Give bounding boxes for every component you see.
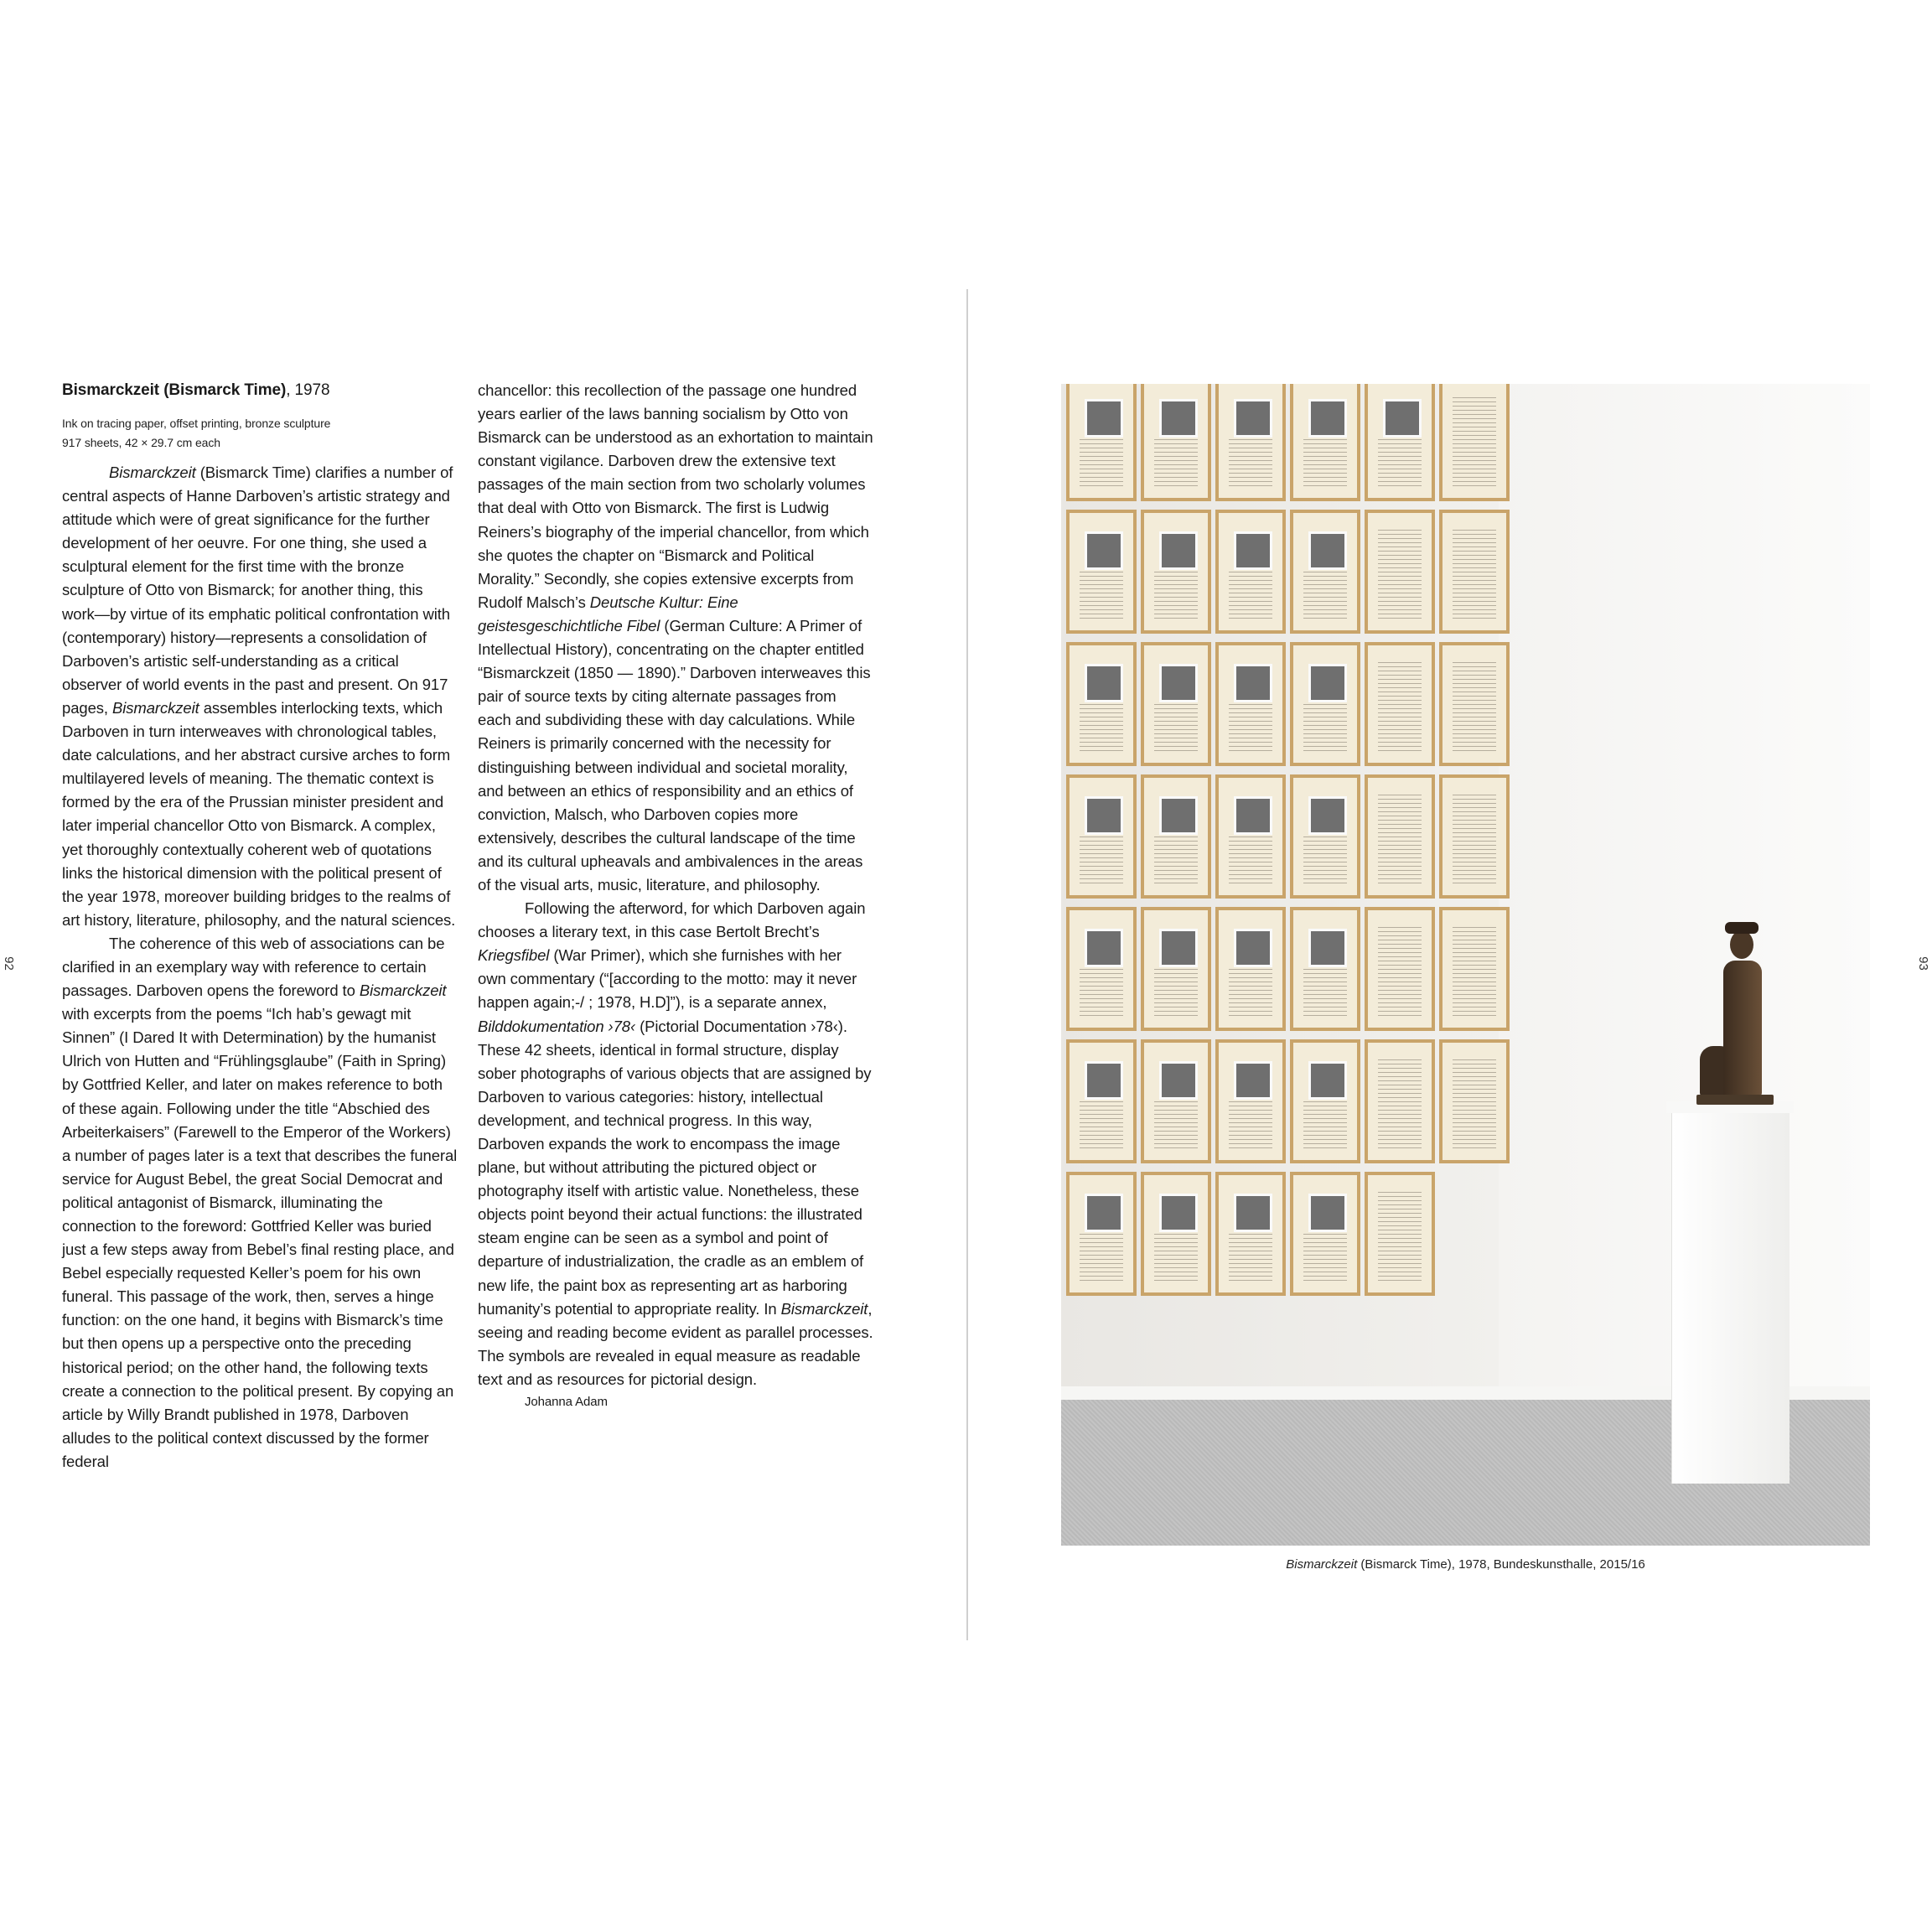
paragraph (62, 461, 458, 932)
sheet-text (1303, 1234, 1347, 1281)
author-name: Johanna Adam (525, 1395, 608, 1410)
sheet-photo (1234, 796, 1272, 835)
sheet-photo (1234, 664, 1272, 702)
sheet-photo (1308, 664, 1347, 702)
sheet-text (1378, 662, 1422, 751)
statue-base (1696, 1095, 1774, 1105)
sheet-text (1154, 837, 1198, 883)
framed-sheet (1141, 510, 1211, 634)
framed-sheet (1066, 907, 1137, 1031)
framed-sheet (1215, 642, 1286, 766)
framed-sheet (1290, 907, 1360, 1031)
framed-sheet (1365, 774, 1435, 899)
italic-title: Bismarckzeit (109, 464, 196, 481)
paragraph-text: (Pictorial Documentation ›78‹). These 42 sheets, identical in formal structure, display sober photographs of various objects that are assigned by Darboven to various categories: history, intellectual development, and technical progress. In this way, Darboven expands the work to encompass the image plane, but without attributing the pictured object or photography itself with artistic value. Nonetheless, these objects point beyond their actual functions: the illustrated steam engine can be seen as a symbol and point of departure of industrialization, the cradle as an emblem of new life, the paint box as representing art as harboring humanity’s potential to appropriate reality. In (478, 1017, 872, 1318)
framed-sheet (1290, 384, 1360, 501)
sheet-text (1080, 572, 1123, 619)
sheet-text (1080, 439, 1123, 486)
paragraph-text: (War Primer), which she furnishes with her own commentary (“[according to the motto: may it never happen again;-/ ; 1978, H.D]”), is a separate annex, (478, 946, 857, 1012)
sheet-text (1453, 662, 1496, 751)
sheet-text (1378, 439, 1422, 486)
framed-sheet (1290, 642, 1360, 766)
sheet-text (1080, 1234, 1123, 1281)
sheet-text (1378, 1059, 1422, 1148)
italic-title: Deutsche Kultur: Eine geistesgeschichtliche Fibel (478, 593, 738, 635)
sheet-photo (1308, 929, 1347, 967)
page-number-left: 92 (1, 956, 16, 971)
artwork-title-text: Bismarckzeit (Bismarck Time) (62, 381, 287, 399)
framed-sheet (1141, 774, 1211, 899)
sheet-photo (1159, 796, 1198, 835)
artwork-year: , 1978 (286, 381, 330, 399)
artwork-dimensions: 917 sheets, 42 × 29.7 cm each (62, 436, 220, 449)
sheet-photo (1159, 929, 1198, 967)
framed-sheet (1290, 510, 1360, 634)
framed-sheet (1215, 907, 1286, 1031)
framed-sheet (1141, 642, 1211, 766)
sheet-photo (1234, 929, 1272, 967)
paragraph (62, 932, 458, 1474)
framed-sheet (1215, 774, 1286, 899)
framed-sheet (1365, 510, 1435, 634)
framed-sheet (1439, 907, 1510, 1031)
text-column-right (478, 379, 873, 1413)
framed-sheet (1365, 1039, 1435, 1163)
sheet-text (1453, 927, 1496, 1016)
text-column-left (62, 379, 458, 1474)
sheet-photo (1159, 1194, 1198, 1232)
framed-sheet (1365, 1172, 1435, 1296)
sheet-text (1154, 1101, 1198, 1148)
sheet-text (1080, 704, 1123, 751)
framed-sheet (1365, 384, 1435, 501)
sheet-photo (1308, 796, 1347, 835)
framed-sheet (1066, 510, 1137, 634)
sheet-text (1080, 837, 1123, 883)
sheet-text (1303, 837, 1347, 883)
sheet-photo (1085, 399, 1123, 438)
sheet-text (1453, 397, 1496, 486)
caption-text: (Bismarck Time), 1978, Bundeskunsthalle, 2015/16 (1357, 1557, 1645, 1572)
sheet-text (1080, 969, 1123, 1016)
paragraph-text: chancellor: this recollection of the passage one hundred years earlier of the laws banning socialism by Otto von Bismarck can be understood as an exhortation to maintain constant vigilance. Darboven drew the extensive text passages of the main section from two scholarly volumes that deal with Otto von Bismarck. The first is Ludwig Reiners’s biography of the imperial chancellor, from which she quotes the chapter on “Bismarck and Political Morality.” Secondly, she copies extensive excerpts from Rudolf Malsch’s (478, 381, 873, 611)
sheet-text (1303, 1101, 1347, 1148)
sheet-text (1453, 530, 1496, 619)
italic-title: Bismarckzeit (359, 982, 447, 1000)
paragraph-text: The coherence of this web of associations can be clarified in an exemplary way with reference to certain passages. Darboven opens the foreword to (62, 934, 445, 1000)
sheet-text (1303, 439, 1347, 486)
paragraph-text: (German Culture: A Primer of Intellectual History), concentrating on the chapter entitled “Bismarckzeit (1850 — 1890).” Darboven interweaves this pair of source texts by citing alternate passages from each and subdividing these with day calculations. While Reiners is primarily concerned with the necessity for distinguishing between individual and societal morality, and between an ethics of responsibility and an ethics of conviction, Malsch, who Darboven copies more extensively, describes the cultural landscape of the time and its cultural upheavals and ambivalences in the areas of the visual arts, music, literature, and philosophy. (478, 616, 871, 893)
sheet-text (1154, 1234, 1198, 1281)
sheet-text (1378, 927, 1422, 1016)
sheet-photo (1308, 531, 1347, 570)
sheet-text (1303, 969, 1347, 1016)
framed-sheet (1066, 1039, 1137, 1163)
framed-sheet (1365, 907, 1435, 1031)
sheet-text (1229, 1234, 1272, 1281)
sheet-photo (1159, 531, 1198, 570)
sheet-photo (1085, 796, 1123, 835)
framed-sheet (1439, 384, 1510, 501)
framed-sheet (1066, 1172, 1137, 1296)
paragraph-text: with excerpts from the poems “Ich hab’s gewagt mit Sinnen” (I Dared It with Determination) by the humanist Ulrich von Hutten and “Frühlingsglaube” (Faith in Spring) by Gottfried Keller, and later on makes reference to both of these again. Following under the title “Abschied des Arbeiterkaisers” (Farewell to the Emperor of the Workers) a number of pages later is a text that describes the funeral service for August Bebel, the great Social Democrat and political antagonist of Bismarck, illuminating the connection to the foreword: Gottfried Keller was buried just a few steps away from Bebel’s final resting place, and Bebel especially requested Keller’s poem for his own funeral. This passage of the work, then, serves a hinge function: on the one hand, it begins with Bismarck’s time but then opens up a perspective onto the preceding historical period; on the other hand, the following texts create a connection to the political present. By copying an article by Willy Brandt published in 1978, Darboven alludes to the political context discussed by the former federal (62, 1005, 458, 1470)
italic-title: Bismarckzeit (112, 698, 199, 717)
sheet-photo (1234, 399, 1272, 438)
framed-sheet (1215, 384, 1286, 501)
sheet-photo (1085, 1194, 1123, 1232)
sheet-photo (1234, 1194, 1272, 1232)
sheet-text (1154, 572, 1198, 619)
caption-italic: Bismarckzeit (1286, 1557, 1358, 1572)
sheet-text (1154, 704, 1198, 751)
sheet-photo (1308, 1061, 1347, 1100)
sheet-text (1229, 1101, 1272, 1148)
sheet-photo (1308, 399, 1347, 438)
sheet-photo (1159, 664, 1198, 702)
framed-sheet (1439, 1039, 1510, 1163)
sheet-photo (1234, 531, 1272, 570)
framed-sheet (1439, 774, 1510, 899)
framed-sheet (1066, 642, 1137, 766)
sheet-text (1080, 1101, 1123, 1148)
sheet-text (1378, 530, 1422, 619)
framed-sheet (1141, 384, 1211, 501)
sheet-text (1154, 969, 1198, 1016)
statue-hat (1725, 922, 1758, 934)
sheet-text (1378, 1192, 1422, 1281)
framed-sheet (1290, 1039, 1360, 1163)
framed-sheet (1141, 907, 1211, 1031)
sheet-text (1453, 1059, 1496, 1148)
framed-sheet (1141, 1172, 1211, 1296)
artwork-medium: Ink on tracing paper, offset printing, bronze sculpture (62, 417, 331, 430)
photo-pedestal (1671, 1110, 1790, 1484)
framed-sheet (1365, 642, 1435, 766)
sheet-photo (1085, 929, 1123, 967)
paragraph-text: (Bismarck Time) clarifies a number of central aspects of Hanne Darboven’s artistic strategy and attitude which were of great significance for the further development of her oeuvre. For one thing, she used a sculptural element for the first time with the bronze sculpture of Otto von Bismarck; for another thing, this work—by virtue of its emphatic political confrontation with (contemporary) history—represents a consolidation of Darboven’s artistic self-understanding as a critical observer of world events in the past and present. On 917 pages, (62, 464, 453, 717)
framed-sheet (1215, 1039, 1286, 1163)
statue-head (1730, 930, 1753, 959)
sheet-text (1229, 969, 1272, 1016)
framed-sheet (1066, 384, 1137, 501)
framed-sheet (1215, 1172, 1286, 1296)
paragraph-text: , seeing and reading become evident as parallel processes. The symbols are revealed in equal measure as readable text and as resources for pictorial design. (478, 1299, 873, 1388)
framed-sheet (1290, 1172, 1360, 1296)
framed-sheet (1141, 1039, 1211, 1163)
artwork-details (62, 414, 458, 453)
sheet-text (1229, 439, 1272, 486)
sheet-text (1303, 572, 1347, 619)
framed-sheet (1439, 642, 1510, 766)
artwork-title (62, 379, 458, 402)
statue-body (1723, 961, 1762, 1096)
sheet-text (1303, 704, 1347, 751)
sheet-text (1229, 837, 1272, 883)
sheet-photo (1085, 664, 1123, 702)
sheet-text (1154, 439, 1198, 486)
framed-sheet (1290, 774, 1360, 899)
book-gutter (966, 289, 968, 1640)
installation-photo (1061, 384, 1870, 1546)
sheet-photo (1234, 1061, 1272, 1100)
framed-sheet (1066, 774, 1137, 899)
sheet-text (1453, 795, 1496, 883)
paragraph-text: Following the afterword, for which Darboven again chooses a literary text, in this case Bertolt Brecht’s (478, 899, 866, 941)
framed-sheet (1215, 510, 1286, 634)
framed-sheet (1439, 510, 1510, 634)
sheet-text (1378, 795, 1422, 883)
photo-caption (1061, 1557, 1870, 1572)
sheet-text (1229, 572, 1272, 619)
italic-title: Kriegsfibel (478, 946, 550, 965)
page-number-right: 93 (1915, 956, 1930, 971)
sheet-text (1229, 704, 1272, 751)
sheet-photo (1308, 1194, 1347, 1232)
paragraph-text: assembles interlocking texts, which Darboven in turn interweaves with chronological tables, date calculations, and her abstract cursive arches to form multilayered levels of meaning. The thematic context is formed by the era of the Prussian minister president and later imperial chancellor Otto von Bismarck. A complex, yet thoroughly contextually coherent web of quotations links the historical dimension with the political present of the year 1978, moreover building bridges to the realms of art history, literature, philosophy, and the natural sciences. (62, 698, 456, 929)
italic-title: Bilddokumentation ›78‹ (478, 1017, 636, 1035)
sheet-photo (1085, 531, 1123, 570)
italic-title: Bismarckzeit (780, 1299, 868, 1318)
sheet-photo (1159, 399, 1198, 438)
paragraph (478, 379, 873, 897)
sheet-photo (1159, 1061, 1198, 1100)
sheet-photo (1085, 1061, 1123, 1100)
paragraph (478, 897, 873, 1391)
sheet-photo (1383, 399, 1422, 438)
